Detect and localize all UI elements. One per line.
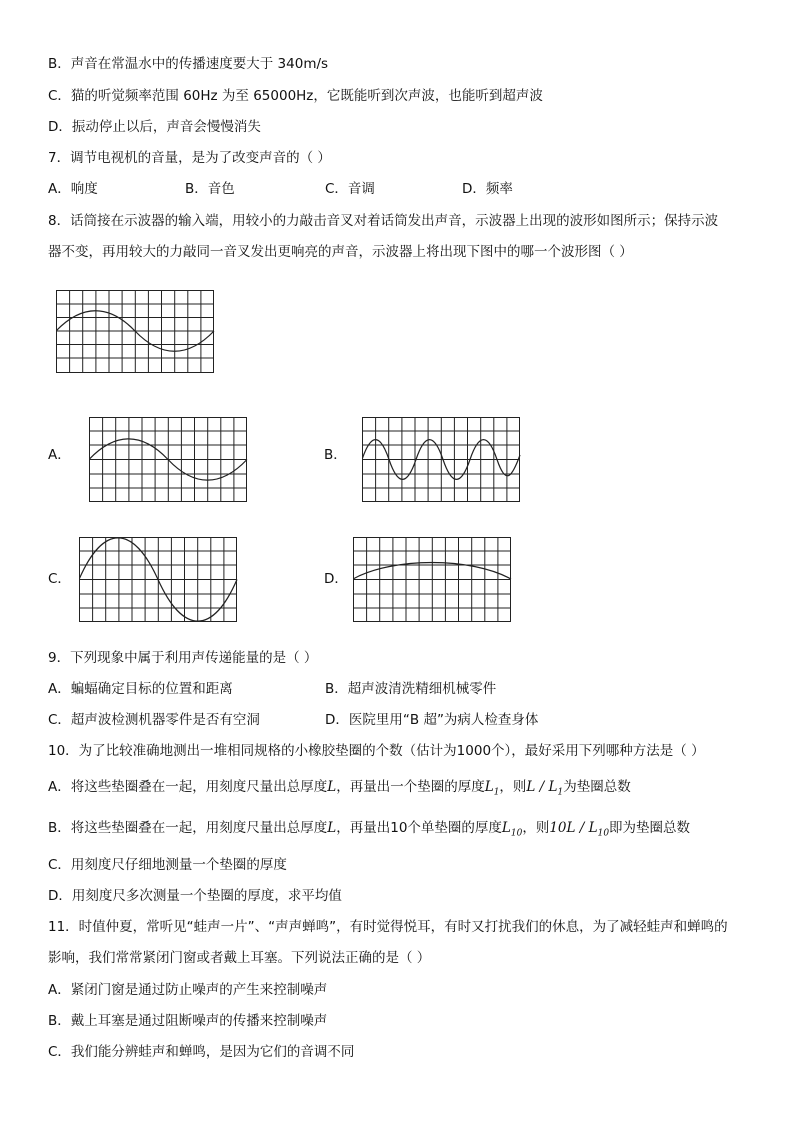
q10-a-subscript: 1 [557, 787, 564, 798]
option-c-waveform [79, 537, 239, 623]
q10-a-formula: L [484, 779, 494, 795]
option-a-waveform [89, 417, 249, 503]
q8-stem-line1: 8．话筒接在示波器的输入端，用较小的力敲击音叉对着话筒发出声音，示波器上出现的波形如图所示；保持示波 [48, 213, 719, 229]
q9-option-c: C．超声波检测机器零件是否有空洞 [48, 712, 260, 728]
q7-options [48, 179, 748, 199]
q10-b-subscript: 10 [510, 828, 523, 839]
q8-stem-line2: 器不变，再用较大的力敲同一音叉发出更响亮的声音，示波器上将出现下图中的哪一个波形图（ ） [48, 244, 633, 260]
q10-option-d: D．用刻度尺多次测量一个垫圈的厚度，求平均值 [48, 888, 342, 904]
q10-b-text: 即为垫圈总数 [609, 820, 691, 836]
q10-option-b [48, 818, 690, 844]
q9-options-row1 [48, 679, 748, 699]
q8-label-b: B． [324, 447, 347, 463]
q6-option-d: D．振动停止以后，声音会慢慢消失 [48, 119, 261, 135]
q10-b-text: ，再量出10个单垫圈的厚度 [336, 820, 502, 836]
q6-option-b: B．声音在常温水中的传播速度要大于 340m/s [48, 56, 329, 72]
q10-option-a [48, 777, 631, 803]
q10-b-formula: L [327, 820, 337, 836]
q7-option-a: A．响度 [48, 181, 98, 197]
q11-stem-line1: 11．时值仲夏，常听见“蛙声一片”、“声声蝉鸣”，有时觉得悦耳，有时又打扰我们的休息，为了减轻蛙声和蝉鸣的 [48, 919, 728, 935]
q9-stem: 9．下列现象中属于利用声传递能量的是（ ） [48, 650, 318, 666]
q7-option-c: C．音调 [325, 181, 375, 197]
q9-option-a: A．蝙蝠确定目标的位置和距离 [48, 681, 233, 697]
q6-option-c: C．猫的听觉频率范围 60Hz 为至 65000Hz，它既能听到次声波，也能听到超声波 [48, 88, 543, 104]
q10-b-text: ，则 [522, 820, 550, 836]
q10-a-text: A．将这些垫圈叠在一起，用刻度尺量出总厚度 [48, 779, 328, 795]
q10-b-formula: 10L / L [549, 820, 598, 836]
q9-option-b: B．超声波清洗精细机械零件 [325, 681, 497, 697]
option-b-waveform [362, 417, 522, 503]
q10-b-subscript: 10 [597, 828, 610, 839]
q9-options-row2 [48, 710, 748, 730]
q11-option-c: C．我们能分辨蛙声和蝉鸣，是因为它们的音调不同 [48, 1044, 355, 1060]
q9-option-d: D．医院里用“B 超”为病人检查身体 [325, 712, 539, 728]
q10-b-text: B．将这些垫圈叠在一起，用刻度尺量出总厚度 [48, 820, 328, 836]
q7-option-b: B．音色 [185, 181, 235, 197]
q10-a-text: ，则 [499, 779, 527, 795]
q10-b-formula: L [501, 820, 511, 836]
q8-label-a: A． [48, 447, 71, 463]
q10-a-formula: L / L [526, 779, 558, 795]
oscilloscope-grid [353, 537, 511, 622]
q8-label-d: D． [324, 571, 348, 587]
q10-a-subscript: 1 [493, 787, 500, 798]
q10-stem: 10．为了比较准确地测出一堆相同规格的小橡胶垫圈的个数（估计为1000个），最好采用下列哪种方法是（ ） [48, 743, 705, 759]
q10-option-c: C．用刻度尺仔细地测量一个垫圈的厚度 [48, 857, 287, 873]
q10-a-text: ，再量出一个垫圈的厚度 [336, 779, 485, 795]
q7-option-d: D．频率 [462, 181, 513, 197]
q7-stem: 7．调节电视机的音量，是为了改变声音的（ ） [48, 150, 331, 166]
oscilloscope-grid [362, 417, 520, 502]
q10-a-text: 为垫圈总数 [563, 779, 631, 795]
q8-label-c: C． [48, 571, 71, 587]
option-d-waveform [353, 537, 513, 623]
q10-a-formula: L [327, 779, 337, 795]
q11-stem-line2: 影响，我们常常紧闭门窗或者戴上耳塞。下列说法正确的是（ ） [48, 950, 431, 966]
q11-option-b: B．戴上耳塞是通过阻断噪声的传播来控制噪声 [48, 1013, 328, 1029]
reference-waveform-figure [56, 290, 216, 374]
q11-option-a: A．紧闭门窗是通过防止噪声的产生来控制噪声 [48, 982, 328, 998]
